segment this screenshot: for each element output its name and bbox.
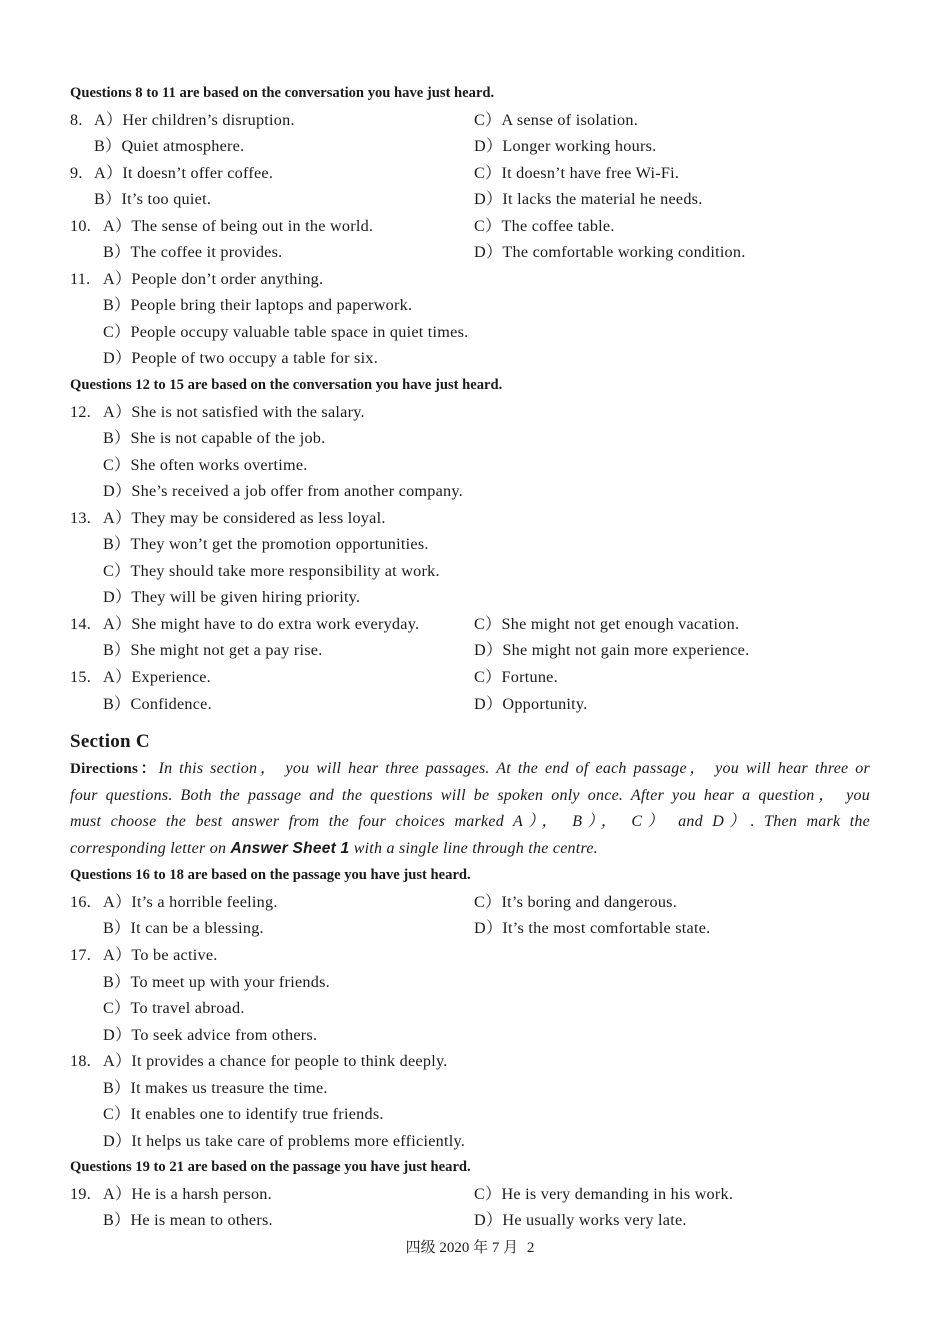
question-number: 14.	[70, 614, 91, 633]
option-label: A）	[103, 269, 132, 288]
option-label: B）	[94, 190, 122, 209]
option-label: A）	[103, 1052, 132, 1071]
option-a	[103, 664, 211, 691]
option-c	[103, 452, 308, 479]
option-a	[103, 942, 218, 969]
option-text: He is very demanding in his work.	[501, 1184, 734, 1203]
option-d	[103, 345, 378, 372]
option-c	[103, 319, 468, 346]
option-text: It lacks the material he needs.	[502, 190, 703, 209]
option-text: People don’t order anything.	[131, 269, 324, 288]
option-c	[103, 1101, 384, 1128]
option-text: She is not satisfied with the salary.	[131, 402, 365, 421]
option-label: B）	[103, 641, 131, 660]
option-label: B）	[103, 429, 131, 448]
option-text: She might not get enough vacation.	[501, 614, 740, 633]
option-text: People occupy valuable table space in quiet times.	[130, 322, 469, 341]
option-d	[474, 186, 703, 213]
option-a	[103, 213, 373, 240]
option-text: It makes us treasure the time.	[130, 1078, 328, 1097]
option-d	[474, 133, 656, 160]
option-label: D）	[474, 137, 503, 156]
question-number: 13.	[70, 508, 91, 527]
option-b	[103, 969, 330, 996]
option-text: He is mean to others.	[130, 1211, 273, 1230]
question-row	[70, 505, 870, 532]
option-label: D）	[474, 243, 503, 262]
option-b	[94, 133, 244, 160]
option-label: B）	[94, 137, 122, 156]
option-label: D）	[103, 349, 132, 368]
question-row	[70, 213, 870, 240]
option-c	[474, 611, 739, 638]
directions-line: must choose the best answer from the four choices marked A）， B）， C） and D）. Then mark the	[70, 813, 870, 831]
option-text: To travel abroad.	[130, 999, 245, 1018]
question-row	[70, 584, 870, 611]
option-b	[103, 531, 429, 558]
option-text: It helps us take care of problems more efficiently.	[131, 1131, 466, 1150]
question-row	[70, 186, 870, 213]
option-d	[103, 584, 360, 611]
option-label: B）	[103, 1211, 131, 1230]
question-row	[70, 1101, 870, 1128]
option-c	[474, 107, 638, 134]
option-a	[103, 889, 278, 916]
question-row	[70, 1075, 870, 1102]
option-a	[103, 1181, 272, 1208]
question-number: 9.	[70, 163, 83, 182]
question-row	[70, 915, 870, 942]
option-label: B）	[103, 296, 131, 315]
option-label: D）	[103, 1025, 132, 1044]
option-label: C）	[474, 892, 502, 911]
option-text: To seek advice from others.	[131, 1025, 318, 1044]
option-text: It provides a chance for people to think deeply.	[131, 1052, 448, 1071]
directions-line: corresponding letter on	[70, 839, 231, 857]
question-row	[70, 611, 870, 638]
option-label: A）	[94, 163, 123, 182]
question-row	[70, 664, 870, 691]
option-label: B）	[103, 243, 131, 262]
option-label: B）	[103, 972, 131, 991]
option-text: People of two occupy a table for six.	[131, 349, 378, 368]
option-b	[103, 425, 325, 452]
option-c	[474, 213, 615, 240]
question-row	[70, 1128, 870, 1155]
option-text: Experience.	[131, 668, 211, 687]
option-label: C）	[103, 999, 131, 1018]
directions-line: with a single line through the centre.	[349, 839, 598, 857]
page-footer	[0, 1236, 950, 1257]
option-label: C）	[474, 668, 502, 687]
option-label: D）	[103, 482, 132, 501]
option-label: A）	[103, 614, 132, 633]
question-number: 15.	[70, 668, 91, 687]
option-c	[103, 558, 440, 585]
option-label: D）	[103, 588, 132, 607]
question-row	[70, 558, 870, 585]
option-text: It can be a blessing.	[130, 919, 264, 938]
directions	[70, 756, 870, 862]
option-b	[103, 1075, 328, 1102]
option-a	[103, 399, 365, 426]
question-number: 18.	[70, 1052, 91, 1071]
option-a	[103, 266, 323, 293]
option-b	[103, 292, 412, 319]
question-number: 11.	[70, 269, 91, 288]
option-label: B）	[103, 919, 131, 938]
option-text: They may be considered as less loyal.	[131, 508, 386, 527]
group-header: Questions 16 to 18 are based on the passage you have just heard.	[70, 867, 471, 884]
option-label: A）	[94, 110, 123, 129]
option-label: B）	[103, 535, 131, 554]
option-label: A）	[103, 945, 132, 964]
option-label: D）	[474, 694, 503, 713]
option-d	[103, 1022, 317, 1049]
option-a	[103, 611, 419, 638]
option-text: They will be given hiring priority.	[131, 588, 361, 607]
option-text: It’s a horrible feeling.	[131, 892, 278, 911]
question-row	[70, 266, 870, 293]
option-a	[94, 160, 273, 187]
option-label: D）	[474, 919, 503, 938]
option-label: D）	[474, 641, 503, 660]
option-label: D）	[103, 1131, 132, 1150]
option-d	[474, 239, 746, 266]
option-label: C）	[474, 110, 502, 129]
question-row	[70, 1022, 870, 1049]
option-text: A sense of isolation.	[501, 110, 639, 129]
option-a	[103, 505, 386, 532]
question-row	[70, 995, 870, 1022]
option-text: It doesn’t have free Wi-Fi.	[501, 163, 680, 182]
option-text: It’s too quiet.	[121, 190, 212, 209]
option-text: It doesn’t offer coffee.	[122, 163, 274, 182]
answer-sheet-label: Answer Sheet 1	[230, 839, 350, 857]
option-text: It’s boring and dangerous.	[501, 892, 678, 911]
option-d	[474, 915, 710, 942]
question-row	[70, 319, 870, 346]
option-label: B）	[103, 694, 131, 713]
option-text: They won’t get the promotion opportunities.	[130, 535, 429, 554]
question-row	[70, 1207, 870, 1234]
exam-page	[70, 80, 870, 1234]
directions-line: four questions. Both the passage and the questions will be spoken only once. After you hear a question， you	[70, 786, 871, 804]
option-label: C）	[103, 1105, 131, 1124]
question-row	[70, 942, 870, 969]
question-row	[70, 345, 870, 372]
option-text: Confidence.	[130, 694, 212, 713]
option-label: B）	[103, 1078, 131, 1097]
option-text: It’s the most comfortable state.	[502, 919, 711, 938]
option-text: Opportunity.	[502, 694, 588, 713]
option-text: Quiet atmosphere.	[121, 137, 245, 156]
option-b	[103, 691, 212, 718]
option-b	[103, 1207, 273, 1234]
question-row	[70, 452, 870, 479]
option-d	[474, 1207, 687, 1234]
option-label: A）	[103, 1184, 132, 1203]
question-number: 19.	[70, 1184, 91, 1203]
group-header: Questions 19 to 21 are based on the passage you have just heard.	[70, 1159, 471, 1176]
option-c	[474, 160, 679, 187]
option-c	[474, 889, 677, 916]
question-row	[70, 531, 870, 558]
option-text: She might not gain more experience.	[502, 641, 750, 660]
option-label: C）	[474, 216, 502, 235]
option-text: The sense of being out in the world.	[131, 216, 374, 235]
option-text: She is not capable of the job.	[130, 429, 326, 448]
option-label: A）	[103, 508, 132, 527]
option-label: C）	[474, 163, 502, 182]
option-c	[474, 1181, 733, 1208]
group-header: Questions 12 to 15 are based on the conversation you have just heard.	[70, 377, 503, 394]
option-label: A）	[103, 668, 132, 687]
footer-text: 四级 2020 年 7 月	[405, 1240, 519, 1256]
question-number: 16.	[70, 892, 91, 911]
option-text: They should take more responsibility at work.	[130, 561, 440, 580]
question-row	[70, 133, 870, 160]
option-label: A）	[103, 216, 132, 235]
option-c	[103, 995, 245, 1022]
option-label: A）	[103, 892, 132, 911]
question-row	[70, 637, 870, 664]
question-groups-part2	[70, 862, 870, 1234]
question-row	[70, 478, 870, 505]
option-label: C）	[474, 1184, 502, 1203]
section-title: Section C	[70, 731, 150, 753]
option-text: To be active.	[131, 945, 218, 964]
option-text: She might not get a pay rise.	[130, 641, 323, 660]
option-text: Her children’s disruption.	[122, 110, 295, 129]
option-text: He usually works very late.	[502, 1211, 687, 1230]
question-row	[70, 1181, 870, 1208]
question-row	[70, 160, 870, 187]
question-row	[70, 425, 870, 452]
option-d	[474, 691, 588, 718]
option-c	[474, 664, 558, 691]
option-text: The coffee table.	[501, 216, 615, 235]
question-row	[70, 239, 870, 266]
page-number: 2	[526, 1240, 535, 1256]
option-label: A）	[103, 402, 132, 421]
directions-label: Directions：	[70, 761, 159, 778]
option-label: C）	[103, 455, 131, 474]
option-label: C）	[103, 561, 131, 580]
option-text: It enables one to identify true friends.	[130, 1105, 384, 1124]
option-text: He is a harsh person.	[131, 1184, 272, 1203]
question-number: 12.	[70, 402, 91, 421]
question-number: 17.	[70, 945, 91, 964]
question-number: 10.	[70, 216, 91, 235]
option-label: C）	[474, 614, 502, 633]
option-d	[474, 637, 749, 664]
option-d	[103, 1128, 465, 1155]
question-row	[70, 399, 870, 426]
question-row	[70, 292, 870, 319]
option-text: People bring their laptops and paperwork.	[130, 296, 413, 315]
question-row	[70, 107, 870, 134]
option-b	[103, 637, 323, 664]
question-row	[70, 969, 870, 996]
option-text: The coffee it provides.	[130, 243, 283, 262]
question-number: 8.	[70, 110, 83, 129]
option-text: The comfortable working condition.	[502, 243, 746, 262]
question-groups-part1	[70, 80, 870, 717]
option-text: To meet up with your friends.	[130, 972, 330, 991]
option-label: C）	[103, 322, 131, 341]
option-b	[103, 239, 282, 266]
option-label: D）	[474, 190, 503, 209]
option-text: Fortune.	[501, 668, 558, 687]
directions-line: In this section， you will hear three passages. At the end of each passage， you will hear three or	[158, 760, 870, 778]
option-text: Longer working hours.	[502, 137, 657, 156]
question-row	[70, 1048, 870, 1075]
option-text: She often works overtime.	[130, 455, 308, 474]
option-text: She might have to do extra work everyday.	[131, 614, 420, 633]
question-row	[70, 691, 870, 718]
option-a	[103, 1048, 448, 1075]
option-text: She’s received a job offer from another company.	[131, 482, 463, 501]
option-a	[94, 107, 295, 134]
question-row	[70, 889, 870, 916]
option-d	[103, 478, 463, 505]
option-b	[103, 915, 264, 942]
group-header: Questions 8 to 11 are based on the conversation you have just heard.	[70, 85, 495, 101]
option-b	[94, 186, 211, 213]
option-label: D）	[474, 1211, 503, 1230]
